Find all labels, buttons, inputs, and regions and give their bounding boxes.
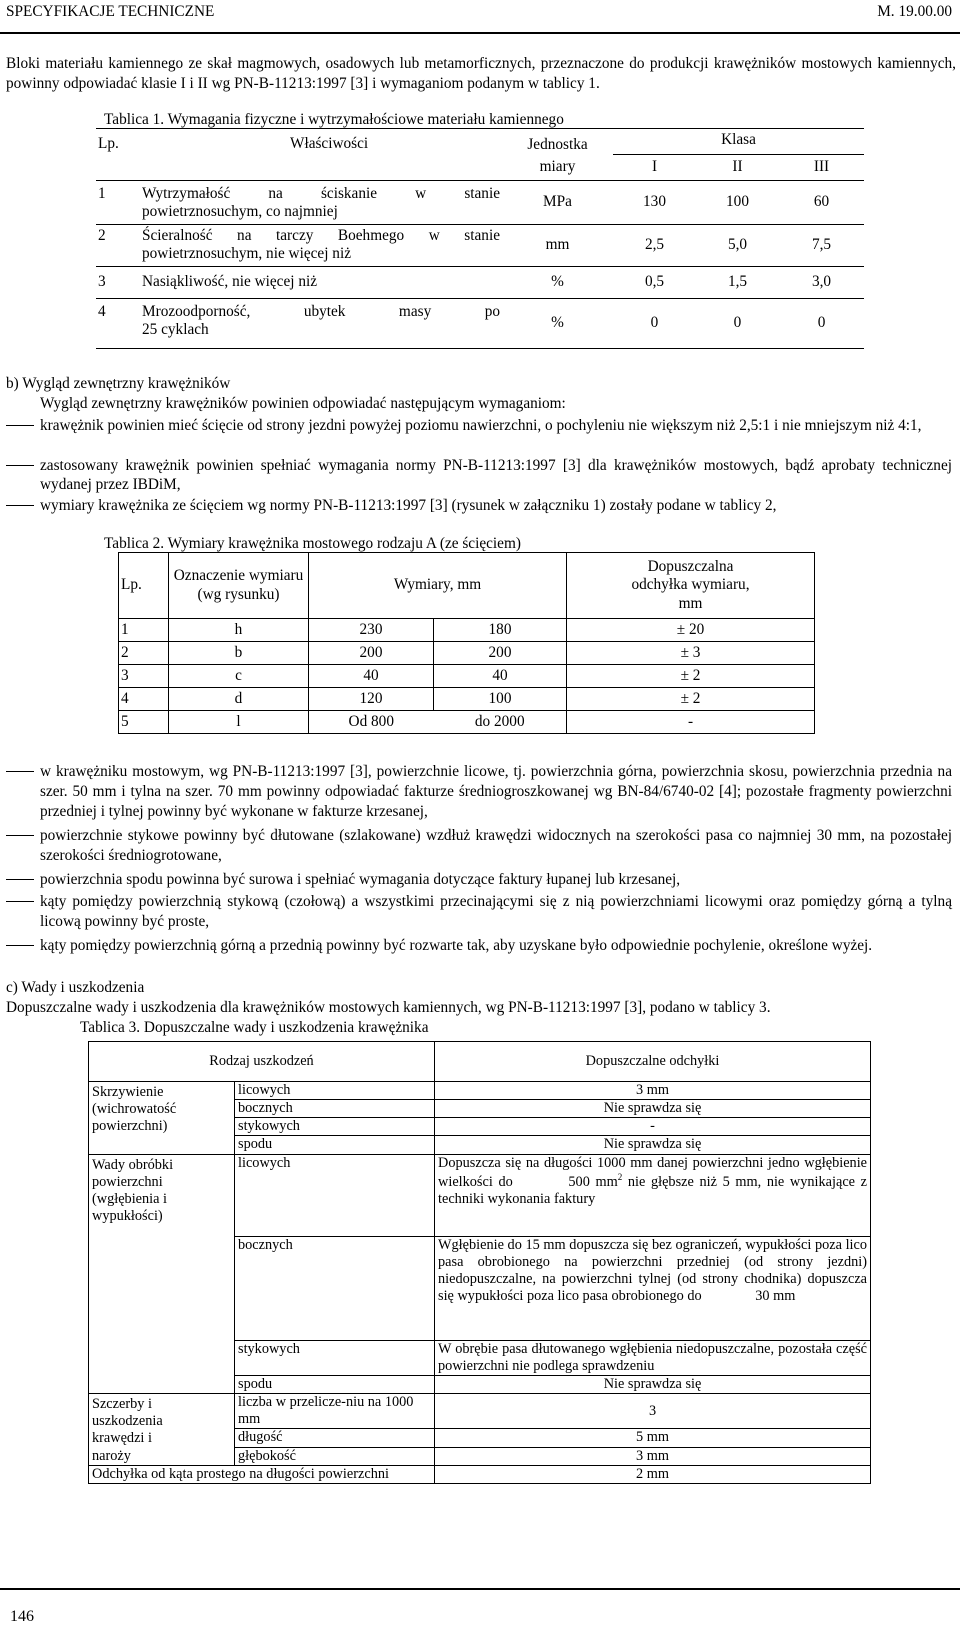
property-line2: 25 cyklach [142, 321, 209, 339]
class-ii-cell: 5,0 [696, 225, 779, 267]
header-mark-line2: (wg rysunku) [197, 585, 280, 603]
mark-cell: c [169, 665, 309, 688]
tolerance-cell: Nie sprawdza się [435, 1375, 871, 1393]
unit-cell: mm [502, 225, 613, 267]
tolerance-cell: Nie sprawdza się [435, 1100, 871, 1118]
property-line2: powietrznosuchym, co najmniej [142, 203, 338, 221]
mark-cell: l [169, 711, 309, 734]
kind-cell: licowych [235, 1154, 435, 1236]
table1-header-properties: Właściwości [140, 129, 502, 181]
table-row [89, 1465, 871, 1483]
table-row [119, 711, 815, 734]
tolerance-cell: 3 mm [435, 1082, 871, 1100]
lp-cell: 3 [119, 665, 169, 688]
list-item: kąty pomiędzy powierzchnią górną a przednią powinny być rozwarte tak, aby uzyskane było odpowiednie pochylenie, określone wyżej. [40, 937, 873, 954]
table-row [96, 267, 864, 299]
property-line1: Mrozoodporność, ubytek masy po [142, 303, 500, 320]
kind-cell: głębokość [235, 1447, 435, 1465]
class-iii-cell: 60 [779, 181, 864, 225]
dim1-cell: 120 [309, 688, 434, 711]
class-i-cell: 0 [613, 299, 696, 349]
tolerance-cell: - [567, 711, 815, 734]
list-item: w krawężniku mostowym, wg PN-B-11213:1997 [3], powierzchnie licowe, tj. powierzchnia górna, powierzchnia skosu, powierzchnia przednia na szer. 50 mm i tylna na szer. 70 mm powinny odpowiadać fakturze średniogroszkowanej wg BN-84/6740-02 [4]; pozostałe fragmenty powierzchni przedniej i tylnej powinny być wykonane w fakturze krzesanej, [40, 763, 952, 820]
table-row [119, 642, 815, 665]
table2 [118, 552, 815, 734]
bullet-list-b [0, 416, 960, 512]
group-label-text: Wady obróbki powierzchni (wgłębienia i wypukłości) [92, 1156, 174, 1225]
list-item: zastosowany krawężnik powinien spełniać wymagania normy PN-B-11213:1997 [3] dla krawężników mostowych, bądź aprobaty technicznej wydanej przez IBDiM, [40, 457, 952, 494]
header-tol-line3: mm [678, 594, 703, 612]
class-i-cell: 2,5 [613, 225, 696, 267]
table3-header-kind: Rodzaj uszkodzeń [89, 1042, 435, 1082]
bullet-list-faces [0, 762, 960, 980]
lp-cell: 1 [119, 619, 169, 642]
class-ii-cell: 0 [696, 299, 779, 349]
lp-cell: 5 [119, 711, 169, 734]
group-label-text: Szczerby i uszkodzenia krawędzi i naroży [92, 1396, 163, 1464]
kind-cell: liczba w przelicze-niu na 1000 mm [235, 1394, 435, 1429]
mark-cell: d [169, 688, 309, 711]
table3-caption: Tablica 3. Dopuszczalne wady i uszkodzenia krawężnika [80, 1019, 429, 1036]
property-cell: Nasiąkliwość, nie więcej niż [140, 267, 502, 299]
table-row [119, 665, 815, 688]
dim2-cell: 200 [434, 642, 567, 665]
lp-cell: 1 [96, 181, 140, 225]
dim1-cell: 200 [309, 642, 434, 665]
kind-cell: bocznych [235, 1236, 435, 1340]
class-ii-cell: 100 [696, 181, 779, 225]
tolerance-cell: Wgłębienie do 15 mm dopuszcza się bez ograniczeń, wypukłości poza lico pasa obrobionego na powierzchni przedniej (od strony jezdni) niedopuszczalne, na powierzchni tylnej (od strony chodnika) dopuszcza się wypukłości poza lico pasa obrobionego do 30 mm [435, 1236, 871, 1340]
tolerance-cell: ± 2 [567, 688, 815, 711]
section-c-lead: Dopuszczalne wady i uszkodzenia dla krawężników mostowych kamiennych, wg PN-B-11213:1997 [3], podano w tablicy 3. [6, 999, 771, 1016]
dim1-cell: 40 [309, 665, 434, 688]
dim1-cell: 230 [309, 619, 434, 642]
table-row [89, 1154, 871, 1236]
tolerance-cell: 2 mm [636, 1465, 669, 1482]
group-label: Skrzywienie (wichrowatość powierzchni) [89, 1082, 235, 1155]
table1-header-class-ii: II [732, 158, 743, 176]
mark-cell: b [169, 642, 309, 665]
unit-cell: % [502, 267, 613, 299]
table1-header-unit: Jednostka [502, 129, 613, 155]
table-row [96, 299, 864, 349]
kind-cell: licowych [235, 1082, 435, 1100]
unit-cell: % [502, 299, 613, 349]
table2-header-dims: Wymiary, mm [309, 553, 567, 619]
lp-cell: 2 [96, 225, 140, 267]
tolerance-cell: W obrębie pasa dłutowanego wgłębienia niedopuszczalne, pozostała część powierzchni nie podlega sprawdzeniu [435, 1340, 871, 1375]
class-iii-cell: 7,5 [779, 225, 864, 267]
intro-paragraph: Bloki materiału kamiennego ze skał magmowych, osadowych lub metamorficznych, przeznaczone do produkcji krawężników mostowych kamiennych, powinny odpowiadać klasie I i II wg PN-B-11213:1997 [3] i wymaganiom podanym w tablicy 1. [6, 55, 956, 92]
header-tol-line2: odchyłka wymiaru, [631, 576, 750, 594]
table-row [119, 688, 815, 711]
header-rule [0, 32, 960, 34]
dim2-cell: 40 [434, 665, 567, 688]
dim1-cell: Od 800 [309, 711, 434, 734]
kind-cell: bocznych [235, 1100, 435, 1118]
property-cell [140, 225, 502, 267]
table1-header-class-iii: III [813, 158, 830, 176]
table2-header-tolerance [567, 553, 815, 619]
property-line1: Wytrzymałość na ściskanie w stanie [142, 185, 500, 202]
table-row [96, 181, 864, 225]
list-item: wymiary krawężnika ze ścięciem wg normy PN-B-11213:1997 [3] (rysunek w załączniku 1) zostały podane w tablicy 2, [40, 497, 777, 514]
kind-cell: długość [235, 1429, 435, 1447]
group-label [89, 1394, 235, 1466]
tolerance-cell: Dopuszcza się na długości 1000 mm danej powierzchni jedno wgłębienie wielkości do 500 $mm^2$ nie głębsze niż 5 mm, nie wynikające z techniki wykonania faktury [435, 1154, 871, 1236]
section-b-lead: Wygląd zewnętrzny krawężników powinien odpowiadać następującym wymaganiom: [40, 395, 566, 412]
table2-caption: Tablica 2. Wymiary krawężnika mostowego rodzaju A (ze ścięciem) [104, 535, 521, 552]
table-row [119, 619, 815, 642]
list-item: krawężnik powinien mieć ścięcie od strony jezdni powyżej poziomu nawierzchni, o pochyleniu nie większym niż 2,5:1 i nie mniejszym niż 4:1, [40, 417, 922, 434]
kind-cell: spodu [235, 1375, 435, 1393]
table-row [89, 1394, 871, 1429]
property-cell [140, 181, 502, 225]
header-mark-line1: Oznaczenie wymiaru [173, 567, 304, 585]
tolerance-cell: ± 3 [567, 642, 815, 665]
dim2-cell: 180 [434, 619, 567, 642]
table-row [89, 1082, 871, 1100]
tolerance-cell: 5 mm [435, 1429, 871, 1447]
property-cell [140, 299, 502, 349]
lp-cell: 4 [96, 299, 140, 349]
kind-cell: stykowych [235, 1118, 435, 1136]
header-spec-title: SPECYFIKACJE TECHNICZNE [6, 3, 215, 20]
table1-header-class: Klasa [613, 129, 864, 155]
tolerance-cell: - [435, 1118, 871, 1136]
tolerance-cell: ± 2 [567, 665, 815, 688]
class-iii-cell: 3,0 [779, 267, 864, 299]
dim2-cell: 100 [434, 688, 567, 711]
group-label [89, 1154, 235, 1393]
list-item: kąty pomiędzy powierzchnią stykową (czołową) a wszystkimi przecinającymi się z nią powierzchniami licowymi oraz pomiędzy górną a tylną licową powinny być proste, [40, 893, 952, 930]
table1-header-unit2: miary [539, 158, 576, 176]
lp-cell: 2 [119, 642, 169, 665]
table2-header-lp: Lp. [119, 553, 169, 619]
list-item: powierzchnie stykowe powinny być dłutowane (szlakowane) wzdłuż krawędzi widocznych na szerokości pasa co najmniej 30 mm, na pozostałej szerokości średniogrotowane, [40, 827, 952, 864]
table2-header-mark [169, 553, 309, 619]
list-item: powierzchnia spodu powinna być surowa i spełniać wymagania dotyczące faktury łupanej lub krzesanej, [40, 871, 681, 888]
section-c-title: c) Wady i uszkodzenia [6, 979, 145, 996]
kind-cell: stykowych [235, 1340, 435, 1375]
class-iii-cell: 0 [779, 299, 864, 349]
header-spec-code: M. 19.00.00 [877, 3, 952, 20]
unit-cell: MPa [502, 181, 613, 225]
property-line2: powietrznosuchym, nie więcej niż [142, 245, 351, 263]
header-tol-line1: Dopuszczalna [647, 557, 734, 575]
page-number: 146 [10, 1608, 34, 1625]
lp-cell: 3 [96, 267, 140, 299]
table1-header-class-i: I [651, 158, 658, 176]
lp-cell: 4 [119, 688, 169, 711]
section-b-title: b) Wygląd zewnętrzny krawężników [6, 375, 231, 392]
class-i-cell: 0,5 [613, 267, 696, 299]
tolerance-cell: ± 20 [567, 619, 815, 642]
tolerance-cell: Nie sprawdza się [435, 1136, 871, 1154]
mark-cell: h [169, 619, 309, 642]
table-row [96, 225, 864, 267]
group-label-text: Odchyłka od kąta prostego na długości powierzchni [92, 1465, 389, 1482]
group-label [89, 1465, 435, 1483]
tolerance-cell: 3 mm [435, 1447, 871, 1465]
class-ii-cell: 1,5 [696, 267, 779, 299]
class-i-cell: 130 [613, 181, 696, 225]
table3 [88, 1041, 870, 1484]
property-line1: Ścieralność na tarczy Boehmego w stanie [142, 227, 500, 244]
table1 [96, 128, 864, 349]
table3-header-tolerance: Dopuszczalne odchyłki [435, 1042, 871, 1082]
footer-rule [0, 1588, 960, 1590]
table1-header-lp: Lp. [96, 129, 140, 181]
kind-cell: spodu [235, 1136, 435, 1154]
dim2-cell: do 2000 [434, 711, 567, 734]
tolerance-cell: 3 [435, 1394, 871, 1429]
table1-caption: Tablica 1. Wymagania fizyczne i wytrzymałościowe materiału kamiennego [104, 111, 564, 128]
